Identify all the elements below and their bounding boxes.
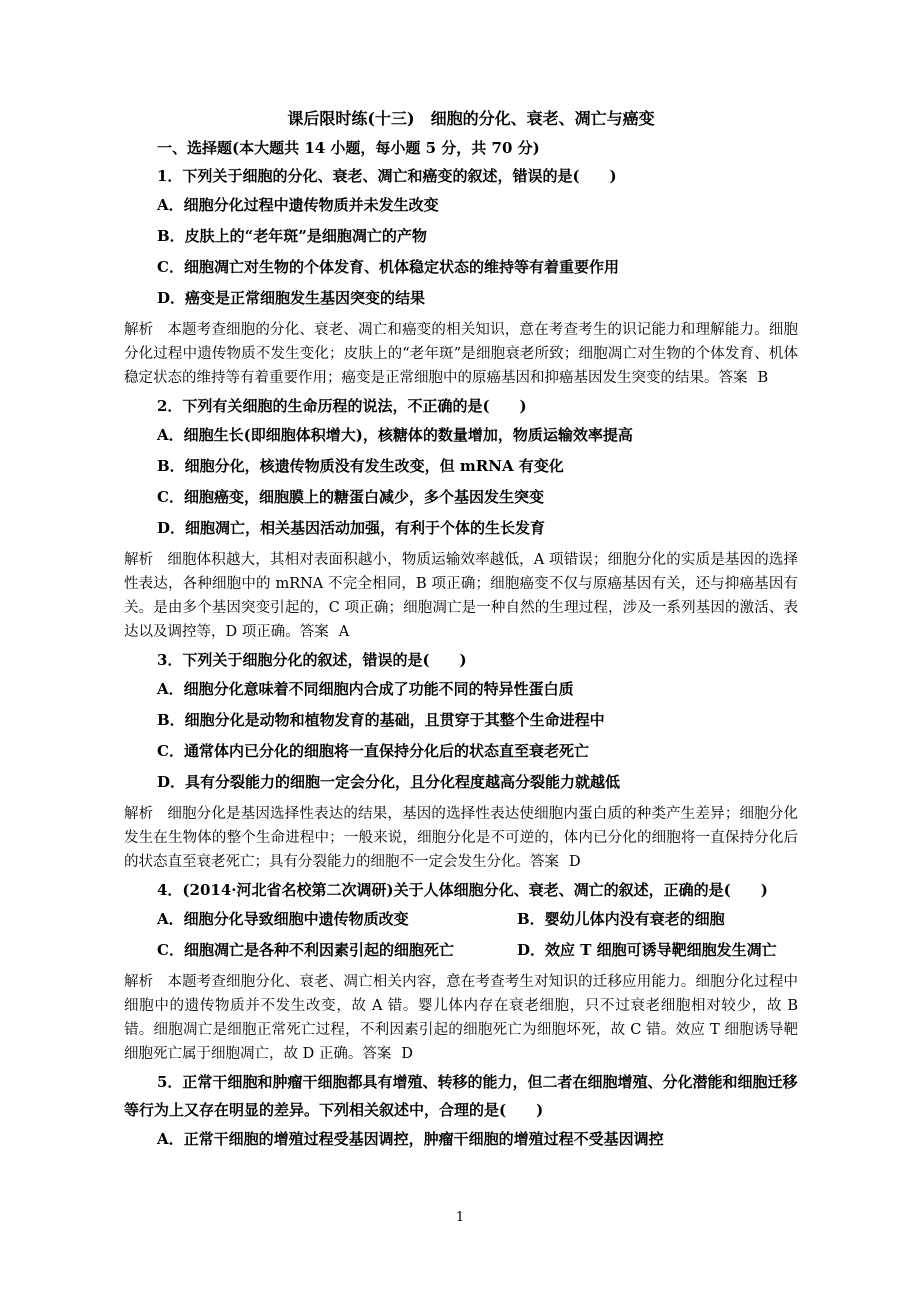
option-b: B．细胞分化是动物和植物发育的基础，且贯穿于其整个生命进程中	[157, 711, 605, 729]
option-c: C．细胞癌变，细胞膜上的糖蛋白减少，多个基因发生突变	[157, 488, 544, 506]
option-a: A．正常干细胞的增殖过程受基因调控，肿瘤干细胞的增殖过程不受基因调控	[157, 1130, 664, 1148]
explanation-text: 本题考查细胞分化、衰老、凋亡相关内容，意在考查考生对知识的迁移应用能力。细胞分化过程中细胞中的遗传物质并不发生改变，故 A 错。婴儿体内存在衰老细胞，只不过衰老细胞相对较少，故 B 错。细胞凋亡是细胞正常死亡过程，不利因素引起的细胞死亡为细胞坏死，故 C 错。效应 T 细胞诱导靶细胞死亡属于细胞凋亡，故 D 正确。	[124, 974, 798, 1062]
explanation	[124, 802, 798, 874]
option-a: A．细胞生长(即细胞体积增大)，核糖体的数量增加，物质运输效率提高	[157, 426, 633, 444]
answer-value: D	[401, 1046, 413, 1062]
answer-label: 答案	[530, 854, 559, 870]
explanation-label: 解析	[124, 552, 154, 568]
option-b: B．细胞分化，核遗传物质没有发生改变，但 mRNA 有变化	[157, 457, 564, 475]
explanation-label: 解析	[124, 974, 154, 990]
explanation-text: 细胞体积越大，其相对表面积越小，物质运输效率越低，A 项错误；细胞分化的实质是基因的选择性表达，各种细胞中的 mRNA 不完全相同，B 项正确；细胞癌变不仅与原癌基因有关，还与抑癌基因有关。是由多个基因突变引起的，C 项正确；细胞凋亡是一种自然的生理过程，涉及一系列基因的激活、表达以及调控等，D 项正确。	[124, 552, 799, 640]
option-c: C．细胞凋亡对生物的个体发育、机体稳定状态的维持等有着重要作用	[157, 258, 619, 276]
page-number: 1	[455, 1210, 465, 1225]
question-1	[124, 162, 798, 390]
option-c: C．通常体内已分化的细胞将一直保持分化后的状态直至衰老死亡	[157, 742, 589, 760]
question-3	[124, 646, 798, 874]
question-5	[124, 1068, 798, 1155]
answer-label: 答案	[299, 624, 329, 640]
explanation	[124, 548, 798, 644]
option-d: D．细胞凋亡，相关基因活动加强，有利于个体的生长发育	[157, 519, 546, 537]
option-row	[157, 935, 798, 966]
question-stem: 3．下列关于细胞分化的叙述，错误的是( )	[157, 651, 467, 669]
page-title: 课后限时练(十三) 细胞的分化、衰老、凋亡与癌变	[287, 109, 655, 128]
option-a: A．细胞分化意味着不同细胞内合成了功能不同的特异性蛋白质	[157, 680, 574, 698]
document-page	[124, 104, 798, 1155]
section-header: 一、选择题(本大题共 14 小题，每小题 5 分，共 70 分)	[157, 139, 540, 157]
question-stem: 1．下列关于细胞的分化、衰老、凋亡和癌变的叙述，错误的是( )	[157, 167, 617, 185]
option-c: C．细胞凋亡是各种不利因素引起的细胞死亡	[157, 941, 454, 959]
answer-label: 答案	[362, 1046, 392, 1062]
answer-label: 答案	[718, 370, 748, 386]
answer-value: D	[569, 854, 581, 870]
explanation-label: 解析	[124, 806, 154, 822]
explanation	[124, 970, 798, 1066]
option-d: D．具有分裂能力的细胞一定会分化，且分化程度越高分裂能力就越低	[157, 773, 621, 791]
answer-value: B	[757, 370, 769, 386]
question-stem: 5．正常干细胞和肿瘤干细胞都具有增殖、转移的能力，但二者在细胞增殖、分化潜能和细胞迁移等行为上又存在明显的差异。下列相关叙述中，合理的是( )	[124, 1073, 798, 1119]
question-4	[124, 876, 798, 1066]
option-a: A．细胞分化导致细胞中遗传物质改变	[157, 910, 409, 928]
answer-value: A	[338, 624, 350, 640]
option-b: B．婴幼儿体内没有衰老的细胞	[517, 910, 725, 928]
option-d: D．癌变是正常细胞发生基因突变的结果	[157, 289, 426, 307]
explanation-text: 细胞分化是基因选择性表达的结果，基因的选择性表达使细胞内蛋白质的种类产生差异；细胞分化发生在生物体的整个生命进程中；一般来说，细胞分化是不可逆的，体内已分化的细胞将一直保持分化后的状态直至衰老死亡；具有分裂能力的细胞不一定会发生分化。	[124, 806, 798, 870]
option-a: A．细胞分化过程中遗传物质并未发生改变	[157, 196, 439, 214]
explanation-text: 本题考查细胞的分化、衰老、凋亡和癌变的相关知识，意在考查考生的识记能力和理解能力。细胞分化过程中遗传物质不发生变化；皮肤上的“老年斑”是细胞衰老所致；细胞凋亡对生物的个体发育、机体稳定状态的维持等有着重要作用；癌变是正常细胞中的原癌基因和抑癌基因发生突变的结果。	[124, 322, 798, 386]
explanation-label: 解析	[124, 322, 154, 338]
option-row	[157, 904, 798, 935]
question-2	[124, 392, 798, 644]
option-b: B．皮肤上的“老年斑”是细胞凋亡的产物	[157, 227, 427, 245]
question-stem: 4．(2014·河北省名校第二次调研)关于人体细胞分化、衰老、凋亡的叙述，正确的是( )	[157, 881, 768, 899]
question-stem: 2．下列有关细胞的生命历程的说法，不正确的是( )	[157, 397, 527, 415]
explanation	[124, 318, 798, 390]
option-d: D．效应 T 细胞可诱导靶细胞发生凋亡	[517, 941, 777, 959]
